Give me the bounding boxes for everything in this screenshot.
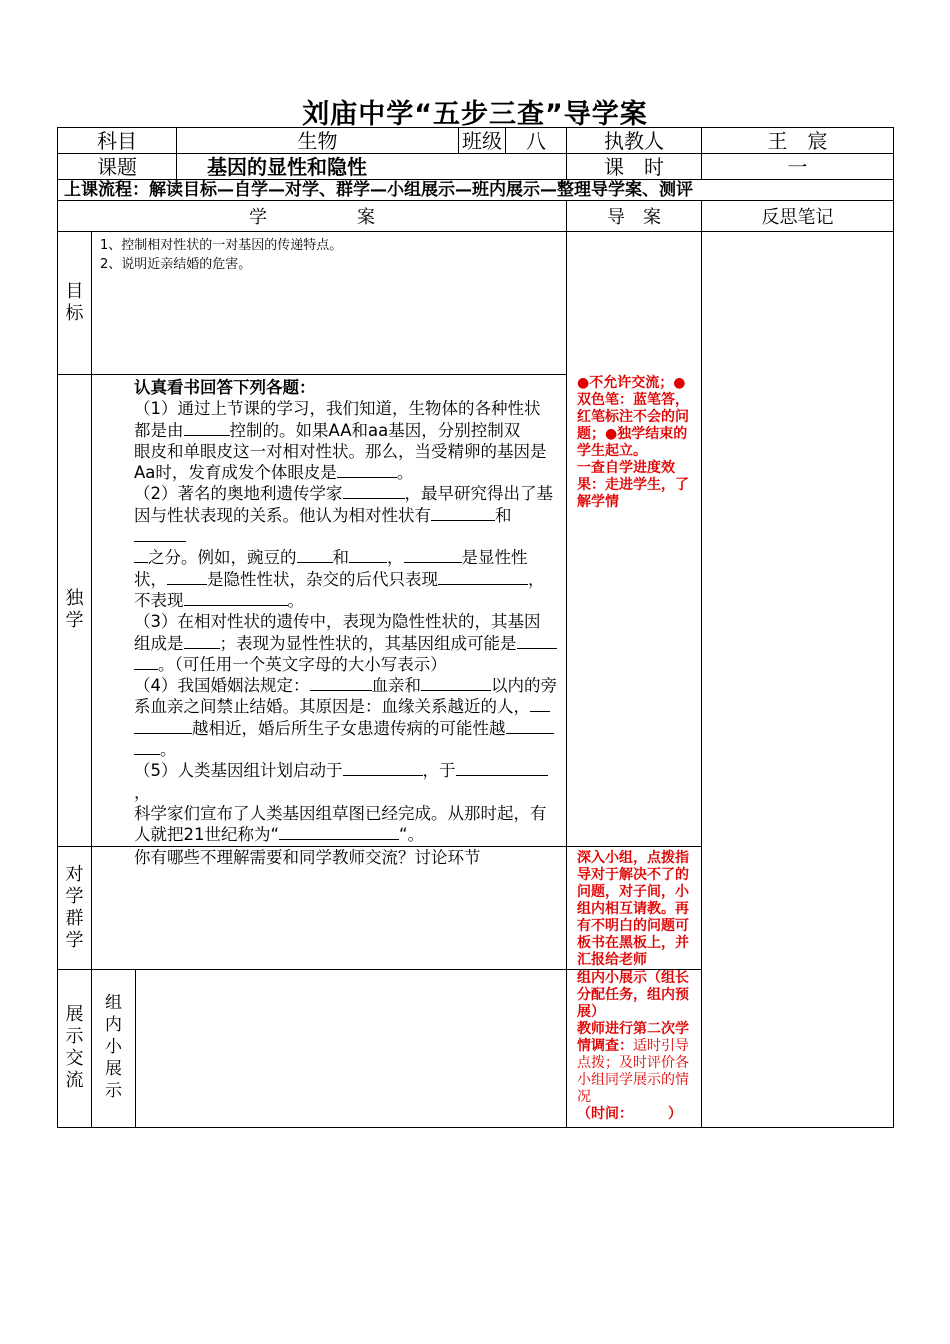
guide-self-check: 一查自学进度效果：走进学生，了解学情 xyxy=(577,460,690,510)
period-label: 课 时 xyxy=(567,154,702,180)
section-goal xyxy=(58,232,92,375)
group-show-content[interactable] xyxy=(136,969,567,1127)
answer-blank[interactable] xyxy=(134,526,186,542)
flow-row xyxy=(58,180,894,201)
q4-line: （4）我国婚姻法规定： 血亲和 以内的旁 xyxy=(134,676,557,696)
page-title: 刘庙中学“五步三查”导学案 xyxy=(302,99,648,130)
answer-blank[interactable] xyxy=(184,590,288,606)
q2-line: 因与性状表现的关系。他认为相对性状有 和 xyxy=(134,505,560,548)
q3-line: 组成是 ；表现为显性性状的，其基因组成可能是 xyxy=(134,633,560,654)
q2-line: 之分。例如，豌豆的 和 ， 是显性性 xyxy=(134,547,560,568)
q5-line: 人就把21世纪称为“ “。 xyxy=(134,825,425,845)
group-show-label-cell xyxy=(92,969,136,1127)
q1-line: 都是由 控制的。如果AA和aa基因，分别控制双 xyxy=(134,420,521,440)
guide-group: 深入小组，点拨指导对于解决不了的问题，对子间，小组内相互请教。再有不明白的问题可板书在黑板上，并汇报给老师 xyxy=(577,849,690,968)
q1-line: （1）通过上节课的学习，我们知道，生物体的各种性状 xyxy=(134,399,541,419)
q3-line: （3）在相对性状的遗传中，表现为隐性性状的，其基因 xyxy=(134,612,541,632)
guide-show-2: 教师进行第二次学情调查：适时引导点拨；及时评价各小组同学展示的情况（时间： ） xyxy=(577,1020,690,1122)
answer-blank[interactable] xyxy=(337,462,397,478)
guide-cell-goal-self xyxy=(567,232,702,847)
q5-line: 科学家们宣布了人类基因组草图已经完成。从那时起，有 xyxy=(134,803,547,823)
discuss-prompt: 你有哪些不理解需要和同学教师交流？讨论环节 xyxy=(134,847,481,867)
header-row-2 xyxy=(58,154,894,180)
topic-value: 基因的显性和隐性 xyxy=(177,154,567,180)
answer-blank[interactable] xyxy=(297,547,333,563)
guide-show-1: 组内小展示（组长分配任务，组内预展） xyxy=(577,969,690,1020)
subject-label: 科目 xyxy=(58,128,177,154)
answer-blank[interactable] xyxy=(134,654,158,670)
answer-blank[interactable] xyxy=(456,760,548,776)
section-goal-label: 目标 xyxy=(65,281,84,324)
q2-line: 不表现 。 xyxy=(134,590,304,610)
answer-blank[interactable] xyxy=(438,569,528,585)
answer-blank[interactable] xyxy=(184,633,220,649)
answer-blank[interactable] xyxy=(349,547,387,563)
guide-cell-group xyxy=(567,846,702,969)
section-show-label: 展示交流 xyxy=(65,1004,84,1092)
guide-column-header: 导 案 xyxy=(567,201,702,232)
q3-line: 。（可任用一个英文字母的大小写表示） xyxy=(134,654,560,675)
answer-blank[interactable] xyxy=(343,760,423,776)
header-row-1 xyxy=(58,128,894,154)
notes-cell[interactable] xyxy=(702,232,894,1128)
q5-line: （5）人类基因组计划启动于 ，于， xyxy=(134,760,560,803)
class-label: 班级 xyxy=(459,128,506,154)
q2-line: （2）著名的奥地利遗传学家 ，最早研究得出了基 xyxy=(134,484,553,504)
answer-blank[interactable] xyxy=(530,696,550,712)
answer-blank[interactable] xyxy=(343,483,405,499)
answer-blank[interactable] xyxy=(184,420,230,436)
group-show-label: 组内小展示 xyxy=(105,992,122,1101)
answer-blank[interactable] xyxy=(134,547,148,563)
lesson-table xyxy=(57,127,894,1128)
answer-blank[interactable] xyxy=(421,675,491,691)
answer-blank[interactable] xyxy=(134,718,192,734)
section-self-study-label: 独学 xyxy=(65,588,84,632)
answer-blank[interactable] xyxy=(310,675,372,691)
goal-cell xyxy=(92,232,567,375)
answer-blank[interactable] xyxy=(134,739,160,755)
goal-item: 1、控制相对性状的一对基因的传递特点。 xyxy=(100,238,343,253)
questions-intro: 认真看书回答下列各题： xyxy=(134,378,316,397)
notes-column-header: 反思笔记 xyxy=(702,201,894,232)
period-value: 一 xyxy=(702,154,894,180)
q1-line: Aa时，发育成发个体眼皮是 。 xyxy=(134,463,414,483)
q4-line: 越相近，婚后所生子女患遗传病的可能性越 xyxy=(134,718,560,739)
answer-blank[interactable] xyxy=(431,505,495,521)
section-show xyxy=(58,969,92,1127)
guide-cell-show xyxy=(567,969,702,1127)
discuss-cell xyxy=(92,846,567,969)
teacher-value: 王 宸 xyxy=(702,128,894,154)
answer-blank[interactable] xyxy=(506,718,554,734)
q4-line: 。 xyxy=(134,739,560,760)
subject-value: 生物 xyxy=(177,128,459,154)
goal-item: 2、说明近亲结婚的危害。 xyxy=(100,257,252,272)
guide-self-rules: ●不允许交流；●双色笔：蓝笔答，红笔标注不会的问题；●独学结束的学生起立。 xyxy=(577,375,690,459)
q4-line: 系血亲之间禁止结婚。其原因是：血缘关系越近的人， xyxy=(134,696,560,717)
lesson-flow: 上课流程：解读目标—自学—对学、群学—小组展示—班内展示—整理导学案、测评 xyxy=(58,180,894,201)
q2-line: 状， 是隐性性状，杂交的后代只表现 ， xyxy=(134,569,545,589)
q1-line: 眼皮和单眼皮这一对相对性状。那么，当受精卵的基因是 xyxy=(134,441,547,461)
answer-blank[interactable] xyxy=(167,569,207,585)
section-pair-group-label: 对学群学 xyxy=(65,863,84,951)
answer-blank[interactable] xyxy=(279,824,399,840)
section-self-study xyxy=(58,375,92,847)
topic-label: 课题 xyxy=(58,154,177,180)
questions-cell xyxy=(92,375,567,847)
answer-blank[interactable] xyxy=(404,547,462,563)
column-header-row xyxy=(58,201,894,232)
goal-row xyxy=(58,232,894,375)
study-column-header: 学 案 xyxy=(58,201,567,232)
class-value: 八 xyxy=(506,128,567,154)
answer-blank[interactable] xyxy=(517,633,557,649)
teacher-label: 执教人 xyxy=(567,128,702,154)
section-pair-group xyxy=(58,846,92,969)
